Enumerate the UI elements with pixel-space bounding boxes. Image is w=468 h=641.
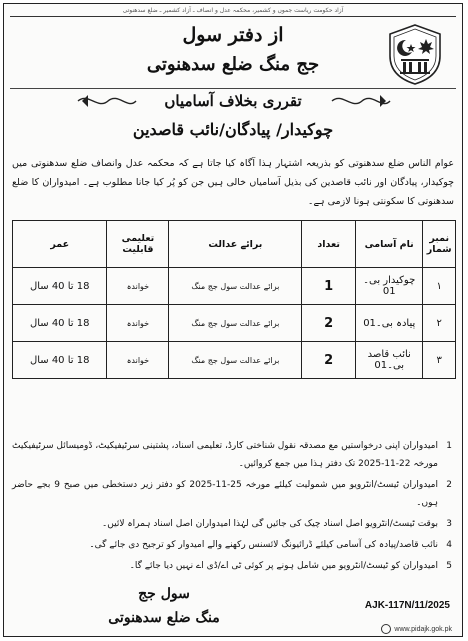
cell-qualification: خواندہ [107, 342, 169, 379]
header-divider [10, 16, 456, 17]
website-link[interactable]: www.pidajk.gok.pk [394, 625, 452, 633]
notice-intro-text: عوام الناس ضلع سدھنوتی کو بذریعہ اشتہار ہذا آگاہ کیا جاتا ہے کہ محکمہ عدل وانصاف ضلع سدھنوتی میں چوکیدار، پیادگان اور نائب قاصدین کی بذیل آسامیاں خالی ہیں جن کو پُر کیا جانا مطلوب ہے۔ امیدواران کا ضلع سدھنوتی کا سکونتی ہونا لازمی ہے۔ [12, 158, 454, 207]
table-row [13, 305, 456, 342]
cell-age: 18 تا 40 سال [13, 268, 107, 305]
office-title: از دفتر سول [182, 24, 284, 46]
condition-text: امیدواران اپنی درخواستیں مع مصدقہ نقول شناختی کارڈ، تعلیمی اسناد، پشتینی سرٹیفیکیٹ، ڈومیسائل سرٹیفیکیٹ مورخہ 22-11-2025 تک دفتر ہذا میں جمع کروائیں۔ [12, 441, 438, 469]
office-subtitle: جج منگ ضلع سدھنوتی [146, 54, 320, 75]
cell-qualification: خواندہ [107, 305, 169, 342]
list-item [12, 476, 452, 512]
cell-court: برائے عدالت سول جج منگ [169, 305, 302, 342]
cell-court: برائے عدالت سول جج منگ [169, 268, 302, 305]
cell-serial: ۲ [423, 305, 456, 342]
signatory-office: منگ ضلع سدھنوتی [108, 610, 220, 626]
condition-number: 4 [446, 540, 452, 550]
cell-count: 2 [302, 305, 356, 342]
signatory-title: سول جج [138, 586, 190, 602]
col-header-post-name: نام آسامی [356, 221, 423, 268]
cell-post-name: چوکیدار بی۔01 [356, 268, 423, 305]
col-header-court: برائے عدالت [169, 221, 302, 268]
cell-count: 1 [302, 268, 356, 305]
condition-number: 5 [446, 561, 452, 571]
title-divider [10, 88, 456, 89]
list-item [12, 557, 452, 575]
col-header-qualification: تعلیمی قابلیت [107, 221, 169, 268]
table-row [13, 268, 456, 305]
condition-number: 1 [446, 441, 452, 451]
posts-heading: چوکیدار/ پیادگان/نائب قاصدین [132, 120, 334, 139]
cell-court: برائے عدالت سول جج منگ [169, 342, 302, 379]
list-item [12, 515, 452, 533]
cell-count: 2 [302, 342, 356, 379]
list-item [12, 536, 452, 554]
cell-post-name: نائب قاصد بی۔01 [356, 342, 423, 379]
advertisement-page [3, 3, 463, 637]
list-item [12, 437, 452, 473]
signature-block [64, 582, 264, 630]
col-header-age: عمر [13, 221, 107, 268]
col-header-serial: نمبر شمار [423, 221, 456, 268]
condition-text: امیدواران ٹیسٹ/انٹرویو میں شمولیت کیلئے مورخہ 25-11-2025 کو دفتر زیر دستخطی میں صبح 9 بجے حاضر ہوں۔ [12, 480, 438, 508]
reference-number: AJK-117N/11/2025 [364, 600, 450, 611]
col-header-count: تعداد [302, 221, 356, 268]
condition-number: 3 [446, 519, 452, 529]
cell-age: 18 تا 40 سال [13, 342, 107, 379]
cell-serial: ۱ [423, 268, 456, 305]
vacancies-table [12, 220, 456, 379]
footer-url [381, 624, 452, 634]
condition-text: امیدواران کو ٹیسٹ/انٹرویو میں شامل ہونے پر کوئی ٹی اے/ڈی اے نہیں دیا جائے گا۔ [129, 561, 438, 571]
condition-number: 2 [446, 480, 452, 490]
cell-serial: ۳ [423, 342, 456, 379]
table-row [13, 342, 456, 379]
cell-age: 18 تا 40 سال [13, 305, 107, 342]
table-header-row [13, 221, 456, 268]
condition-text: بوقت ٹیسٹ/انٹرویو اصل اسناد چیک کی جائیں گی لہٰذا امیدواران اصل اسناد ہمراہ لائیں۔ [101, 519, 438, 529]
globe-icon [381, 624, 391, 634]
condition-text: نائب قاصد/پیادہ کی آسامی کیلئے ڈرائیونگ لائسنس رکھنے والے امیدوار کو ترجیح دی جائے گی۔ [89, 540, 438, 550]
cell-qualification: خواندہ [107, 268, 169, 305]
cell-post-name: پیادہ بی۔01 [356, 305, 423, 342]
government-header-line: آزاد حکومت ریاست جموں و کشمیر، محکمہ عدل و انصاف ـ آزاد کشمیر ـ ضلع سدھنوتی [122, 7, 344, 14]
notice-subtitle: تقرری بخلاف آسامیاں [164, 92, 302, 110]
conditions-list [12, 437, 452, 578]
